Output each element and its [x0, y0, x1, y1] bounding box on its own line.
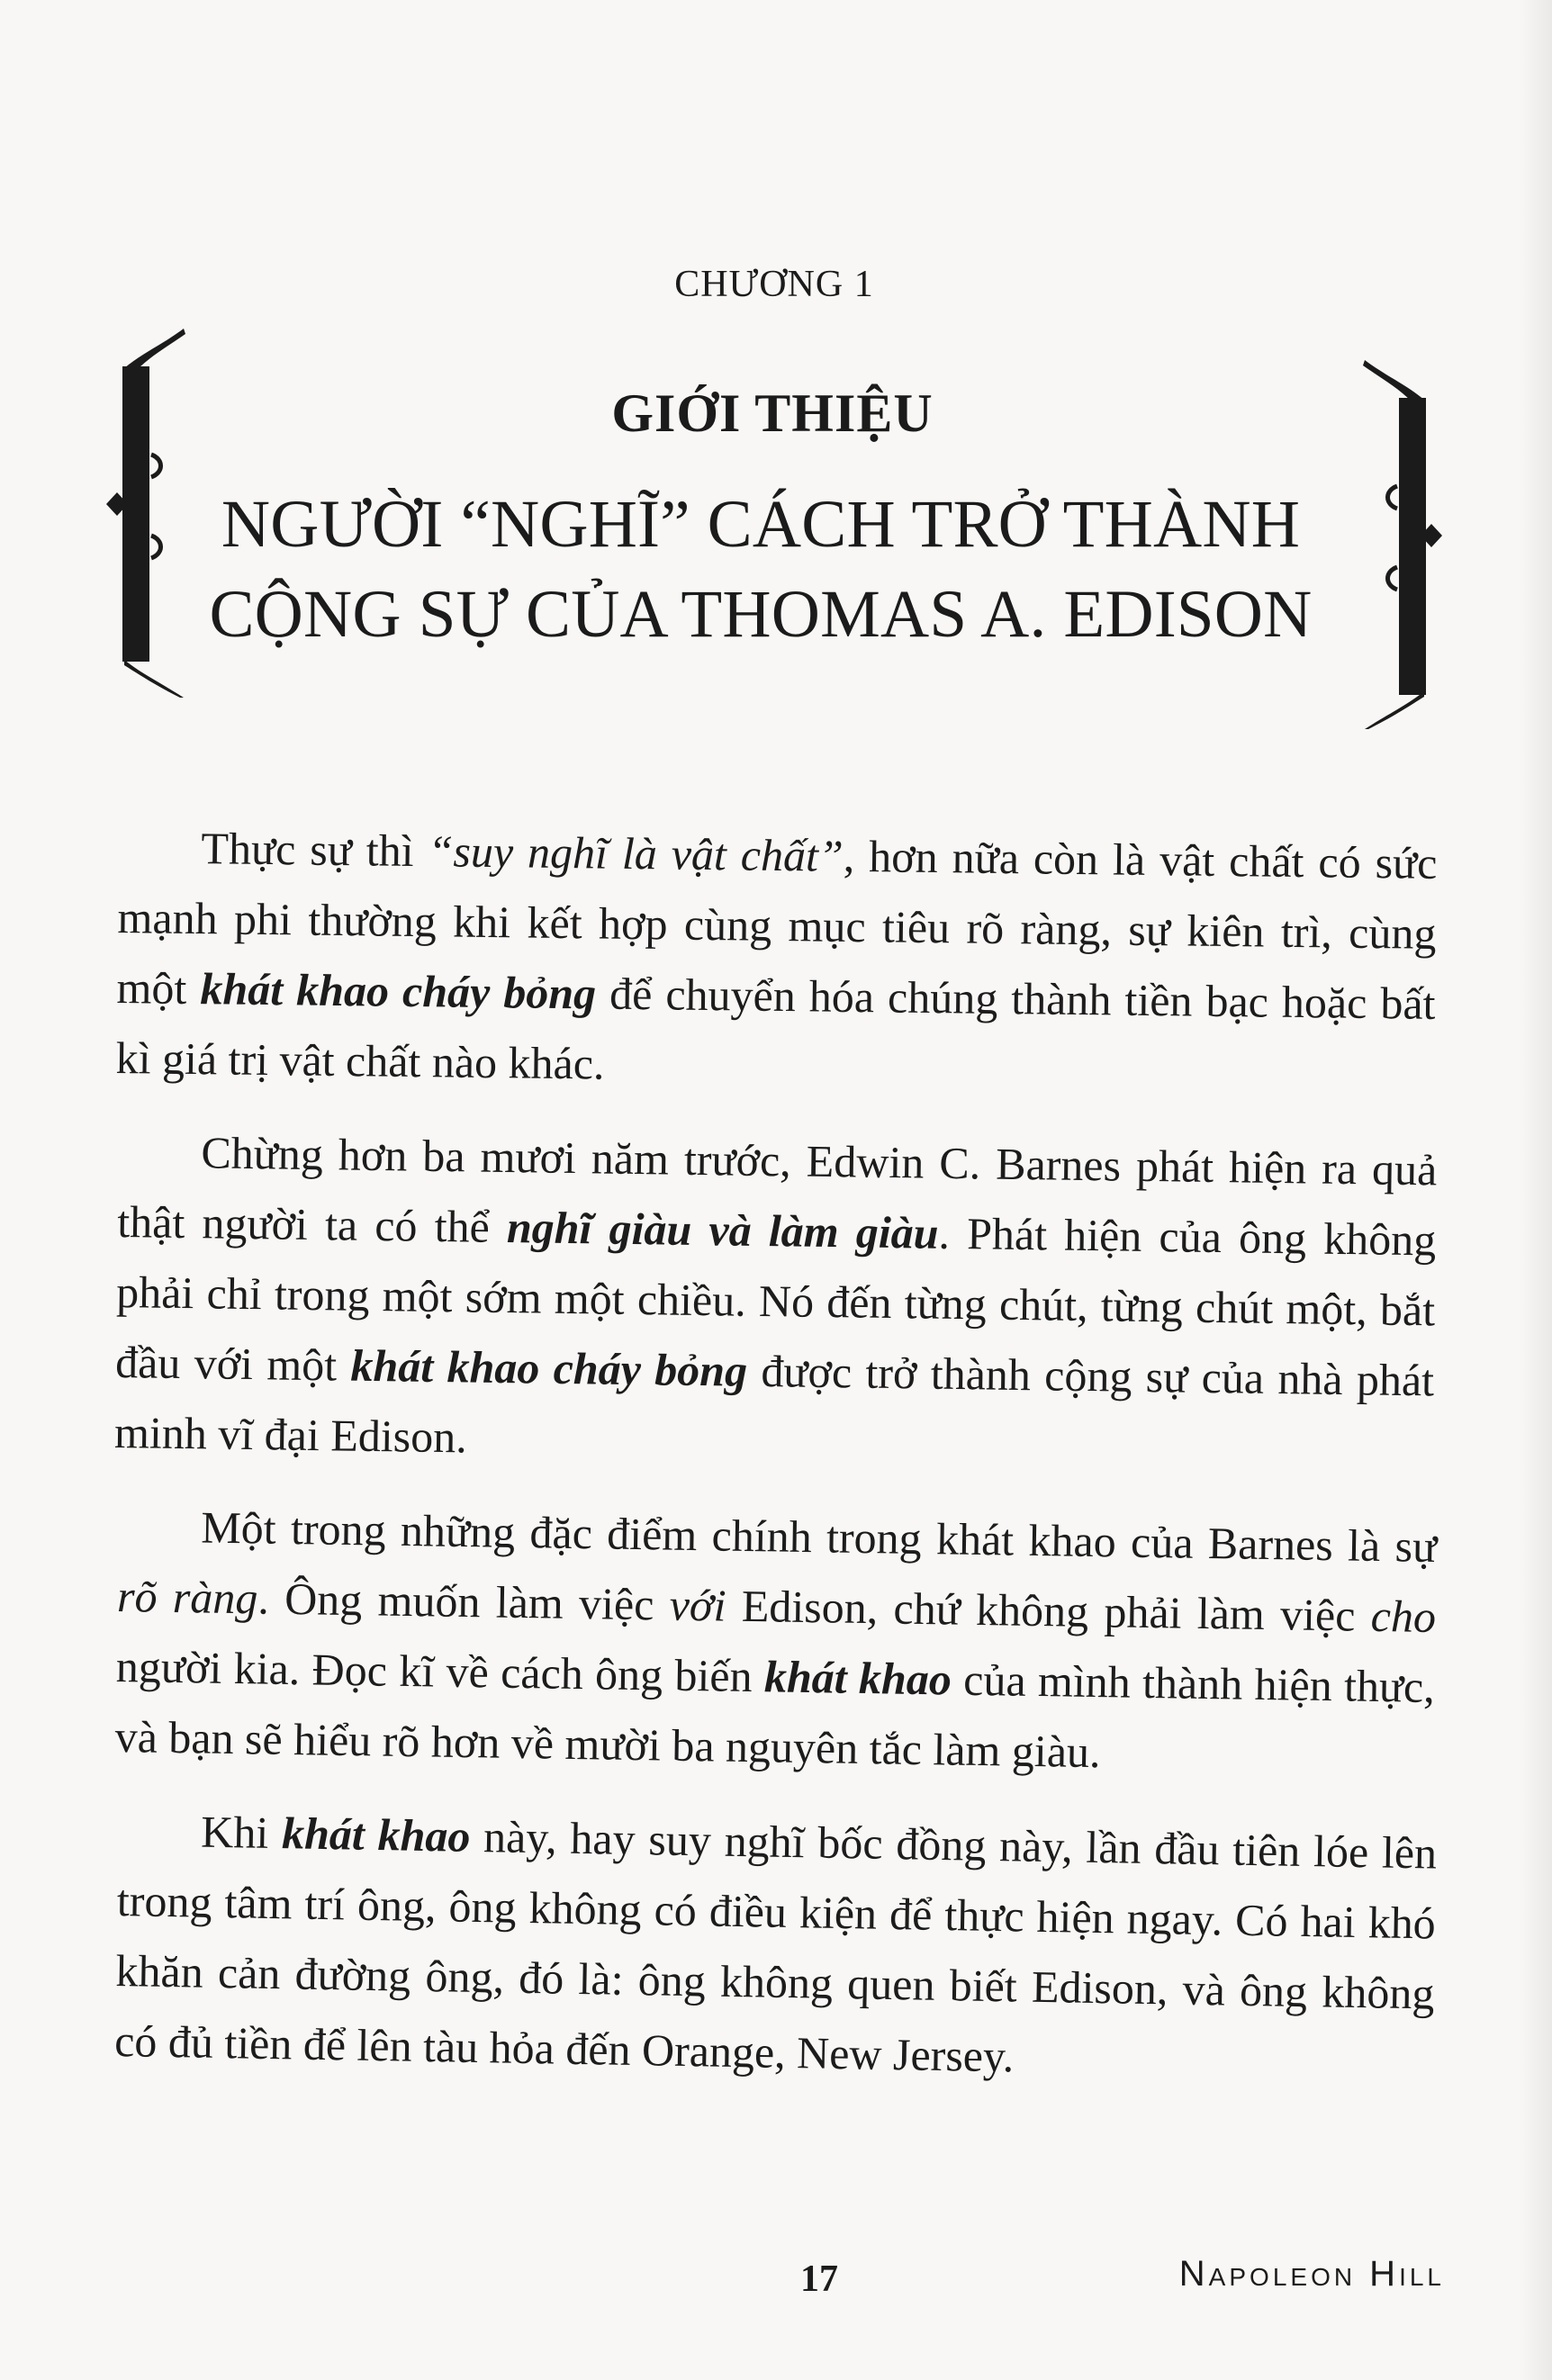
- body-text: [113, 812, 1438, 2099]
- text-segment: này, hay suy nghĩ bốc đồng này, lần đầu tiên lóe lên trong tâm trí ông, ông không có điều kiện để thực hiện ngay. Có hai khó khăn cản đường ông, đó là: ông không quen biết Edison, và ông không có đủ tiền để lên tàu hỏa đến Orange, New Jersey.: [113, 1810, 1438, 2082]
- text-segment-italic: cho: [1370, 1590, 1437, 1642]
- text-segment: Khi: [200, 1806, 283, 1859]
- running-footer-author: Napoleon Hill: [1178, 2254, 1445, 2294]
- chapter-label: CHƯƠNG 1: [674, 264, 874, 305]
- text-segment: của mình thành hiện thực, và bạn sẽ hiểu rõ hơn về mười ba nguyên tắc làm giàu.: [114, 1654, 1436, 1778]
- chapter-title: GIỚI THIỆU: [611, 383, 934, 443]
- text-segment-emphasis: khát khao: [763, 1651, 952, 1705]
- text-segment: . Phát hiện của ông không phải chỉ trong một sớm một chiều. Nó đến từng chút, từng chút một, bắt đầu với một: [114, 1207, 1437, 1391]
- text-segment: người kia. Đọc kĩ về cách ông biến: [115, 1640, 765, 1702]
- text-segment: . Ông muốn làm việc: [257, 1573, 671, 1630]
- text-segment-emphasis: khát khao: [281, 1808, 471, 1862]
- text-segment: Một trong những đặc điểm chính trong khát khao của Barnes là sự: [200, 1501, 1438, 1573]
- text-segment: được trở thành cộng sự của nhà phát minh vĩ đại Edison.: [113, 1345, 1435, 1463]
- paragraph-3: [114, 1491, 1438, 1792]
- page-number: 17: [800, 2258, 838, 2300]
- text-segment-italic: rõ ràng: [116, 1570, 258, 1624]
- paragraph-4: [114, 1795, 1438, 2099]
- text-segment-italic: với: [669, 1579, 726, 1631]
- text-segment: Thực sự thì: [201, 823, 429, 877]
- text-segment-italic: “suy nghĩ là vật chất”: [428, 825, 844, 881]
- text-segment: , hơn nữa còn là vật chất có sức mạnh phi thường khi kết hợp cùng mục tiêu rõ ràng, sự kiên trì, cùng một: [116, 830, 1438, 1014]
- text-segment: Chừng hơn ba mươi năm trước, Edwin C. Barnes phát hiện ra quả thật người ta có thể: [116, 1127, 1438, 1253]
- text-segment: Edison, chứ không phải làm việc: [726, 1580, 1372, 1641]
- paragraph-1: [115, 812, 1438, 1109]
- paragraph-2: [114, 1116, 1438, 1485]
- chapter-subtitle-line-2: CỘNG SỰ CỦA THOMAS A. EDISON: [209, 577, 1313, 652]
- text-segment-emphasis: khát khao cháy bỏng: [350, 1339, 748, 1396]
- text-segment: để chuyển hóa chúng thành tiền bạc hoặc bất kì giá trị vật chất nào khác.: [115, 968, 1436, 1089]
- page-edge-shadow: [1520, 0, 1552, 2380]
- text-segment-emphasis: khát khao cháy bỏng: [200, 963, 597, 1019]
- chapter-subtitle-line-1: NGƯỜI “NGHĨ” CÁCH TRỞ THÀNH: [221, 487, 1301, 562]
- text-segment-emphasis: nghĩ giàu và làm giàu: [506, 1202, 939, 1258]
